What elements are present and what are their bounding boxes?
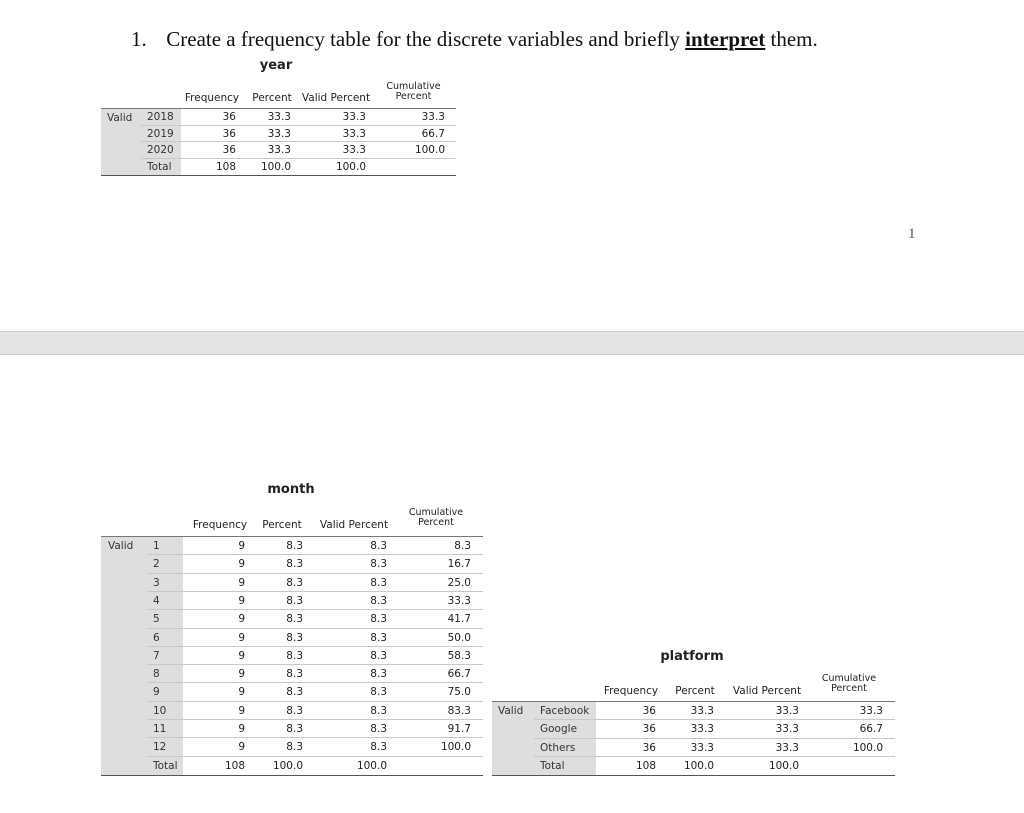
cell-cumulative: 66.7 — [421, 127, 445, 140]
table-row — [492, 720, 895, 738]
cell-frequency: 108 — [215, 160, 236, 173]
row-label: 3 — [153, 576, 160, 589]
cell-valid-percent: 8.3 — [370, 668, 387, 681]
table-bottom-rule — [492, 775, 895, 776]
table-bottom-rule — [101, 175, 456, 176]
header-frequency: Frequency — [192, 519, 248, 531]
cell-cumulative: 75.0 — [447, 686, 471, 699]
cell-percent: 33.3 — [267, 111, 291, 123]
cell-frequency: 36 — [642, 741, 656, 754]
row-label: 7 — [153, 649, 160, 662]
row-label: Google — [540, 723, 578, 736]
cell-cumulative: 66.7 — [447, 668, 471, 681]
table-row — [101, 720, 483, 738]
cell-valid-percent: 8.3 — [370, 704, 387, 717]
cell-cumulative: 83.3 — [447, 704, 471, 717]
question-number: 1. — [131, 27, 147, 51]
table-title: month — [267, 482, 315, 497]
cell-percent: 33.3 — [690, 705, 714, 717]
cell-percent: 33.3 — [267, 144, 291, 156]
cell-cumulative: 25.0 — [447, 576, 471, 589]
question-text-end: them. — [770, 27, 818, 51]
header-percent: Percent — [675, 685, 715, 697]
row-label: Others — [540, 741, 576, 754]
row-label: Facebook — [540, 705, 590, 717]
cell-valid-percent: 8.3 — [370, 631, 387, 644]
cell-valid-percent: 8.3 — [370, 594, 387, 607]
cell-frequency: 108 — [635, 759, 656, 772]
question-heading — [131, 27, 818, 52]
cell-frequency: 9 — [238, 649, 245, 662]
cell-cumulative: 100.0 — [414, 144, 445, 156]
cell-valid-percent: 8.3 — [370, 576, 387, 589]
cell-frequency: 9 — [238, 576, 245, 589]
cell-cumulative: 33.3 — [447, 594, 471, 607]
valid-label: Valid — [108, 540, 134, 552]
cell-percent: 8.3 — [286, 723, 303, 735]
cell-cumulative: 33.3 — [421, 111, 445, 123]
row-label: 10 — [153, 704, 167, 717]
header-cumulative — [381, 82, 446, 102]
table-row — [101, 683, 483, 701]
cell-percent: 33.3 — [267, 127, 291, 140]
question-text: Create a frequency table for the discrete variables and briefly — [166, 27, 680, 51]
row-label: 2020 — [147, 144, 174, 156]
table-row — [101, 159, 456, 176]
table-row — [101, 629, 483, 647]
table-row — [101, 555, 483, 573]
header-cumulative-line1: Cumulative — [821, 673, 877, 684]
cell-cumulative: 16.7 — [447, 558, 471, 571]
header-valid-percent: Valid Percent — [319, 519, 389, 531]
header-cumulative — [814, 674, 884, 694]
row-label: 9 — [153, 686, 160, 699]
cell-cumulative: 58.3 — [447, 649, 471, 662]
cell-valid-percent: 100.0 — [335, 160, 366, 173]
cell-valid-percent: 33.3 — [775, 705, 799, 717]
valid-label: Valid — [107, 112, 133, 124]
cell-frequency: 108 — [224, 759, 245, 772]
table-row — [101, 109, 456, 126]
header-cumulative-line2: Percent — [831, 683, 867, 694]
cell-valid-percent: 8.3 — [370, 723, 387, 735]
table-row — [101, 126, 456, 143]
cell-percent: 8.3 — [286, 668, 303, 681]
month-frequency-table — [101, 482, 483, 778]
table-row — [101, 142, 456, 159]
cell-cumulative: 33.3 — [859, 705, 883, 717]
cell-percent: 8.3 — [286, 558, 303, 571]
table-row — [101, 738, 483, 756]
table-row — [101, 665, 483, 683]
cell-cumulative: 8.3 — [454, 540, 471, 552]
header-cumulative-line1: Cumulative — [386, 81, 441, 92]
cell-percent: 8.3 — [286, 649, 303, 662]
cell-cumulative: 66.7 — [859, 723, 883, 736]
cell-frequency: 36 — [642, 723, 656, 736]
platform-frequency-table — [492, 648, 895, 778]
table-title: year — [259, 58, 293, 73]
cell-cumulative: 41.7 — [447, 613, 471, 626]
row-label: 2018 — [147, 111, 174, 123]
row-label: 6 — [153, 631, 160, 644]
cell-frequency: 9 — [238, 723, 245, 735]
cell-percent: 8.3 — [286, 741, 303, 754]
table-bottom-rule — [101, 775, 483, 776]
cell-valid-percent: 8.3 — [370, 649, 387, 662]
row-label: Total — [147, 160, 172, 173]
cell-cumulative: 50.0 — [447, 631, 471, 644]
table-row — [101, 702, 483, 720]
row-label: 12 — [153, 741, 167, 754]
cell-valid-percent: 33.3 — [775, 741, 799, 754]
cell-valid-percent: 33.3 — [342, 127, 366, 140]
cell-valid-percent: 100.0 — [768, 759, 799, 772]
cell-percent: 8.3 — [286, 613, 303, 626]
row-label: 5 — [153, 613, 160, 626]
page-break — [0, 331, 1024, 355]
table-row — [101, 610, 483, 628]
cell-percent: 33.3 — [690, 723, 714, 736]
row-label: 8 — [153, 668, 160, 681]
cell-percent: 8.3 — [286, 540, 303, 552]
cell-percent: 100.0 — [683, 759, 714, 772]
cell-frequency: 9 — [238, 704, 245, 717]
row-label: 11 — [153, 723, 167, 735]
header-percent: Percent — [252, 92, 292, 104]
cell-frequency: 9 — [238, 613, 245, 626]
cell-percent: 8.3 — [286, 631, 303, 644]
header-frequency: Frequency — [184, 92, 240, 104]
cell-valid-percent: 8.3 — [370, 686, 387, 699]
cell-percent: 100.0 — [272, 759, 303, 772]
table-row — [101, 647, 483, 665]
cell-frequency: 9 — [238, 668, 245, 681]
cell-frequency: 36 — [222, 144, 236, 156]
cell-valid-percent: 33.3 — [342, 144, 366, 156]
cell-valid-percent: 8.3 — [370, 540, 387, 552]
cell-valid-percent: 33.3 — [775, 723, 799, 736]
table-row — [492, 739, 895, 757]
row-label: 1 — [153, 540, 160, 552]
header-cumulative-line2: Percent — [395, 91, 432, 102]
row-label: 2 — [153, 558, 160, 571]
cell-valid-percent: 100.0 — [356, 759, 387, 772]
header-cumulative — [401, 508, 471, 528]
row-label: Total — [540, 759, 565, 772]
table-row — [492, 702, 895, 720]
row-label: Total — [153, 759, 178, 772]
cell-valid-percent: 8.3 — [370, 558, 387, 571]
header-valid-percent: Valid Percent — [301, 92, 371, 104]
cell-valid-percent: 33.3 — [342, 111, 366, 123]
table-title: platform — [660, 649, 724, 664]
cell-frequency: 9 — [238, 558, 245, 571]
cell-frequency: 36 — [222, 127, 236, 140]
page-number: 1 — [908, 226, 916, 242]
table-row — [101, 592, 483, 610]
row-label: 2019 — [147, 127, 174, 140]
cell-percent: 8.3 — [286, 594, 303, 607]
table-row — [492, 757, 895, 775]
cell-percent: 8.3 — [286, 576, 303, 589]
table-row — [101, 537, 483, 555]
cell-percent: 100.0 — [260, 160, 291, 173]
cell-percent: 8.3 — [286, 704, 303, 717]
cell-frequency: 9 — [238, 741, 245, 754]
year-frequency-table — [101, 58, 456, 178]
cell-frequency: 36 — [222, 111, 236, 123]
header-cumulative-line1: Cumulative — [408, 507, 464, 518]
cell-percent: 33.3 — [690, 741, 714, 754]
cell-frequency: 9 — [238, 686, 245, 699]
header-cumulative-line2: Percent — [418, 517, 454, 528]
header-percent: Percent — [262, 519, 302, 531]
header-frequency: Frequency — [603, 685, 659, 697]
cell-cumulative: 91.7 — [447, 723, 471, 735]
cell-frequency: 9 — [238, 540, 245, 552]
cell-cumulative: 100.0 — [440, 741, 471, 754]
question-emphasis: interpret — [685, 27, 766, 51]
cell-valid-percent: 8.3 — [370, 741, 387, 754]
cell-valid-percent: 8.3 — [370, 613, 387, 626]
cell-cumulative: 100.0 — [852, 741, 883, 754]
cell-percent: 8.3 — [286, 686, 303, 699]
table-row — [101, 574, 483, 592]
cell-frequency: 36 — [642, 705, 656, 717]
cell-frequency: 9 — [238, 594, 245, 607]
header-valid-percent: Valid Percent — [732, 685, 802, 697]
table-row — [101, 757, 483, 775]
row-label: 4 — [153, 594, 160, 607]
cell-frequency: 9 — [238, 631, 245, 644]
valid-label: Valid — [498, 705, 524, 717]
